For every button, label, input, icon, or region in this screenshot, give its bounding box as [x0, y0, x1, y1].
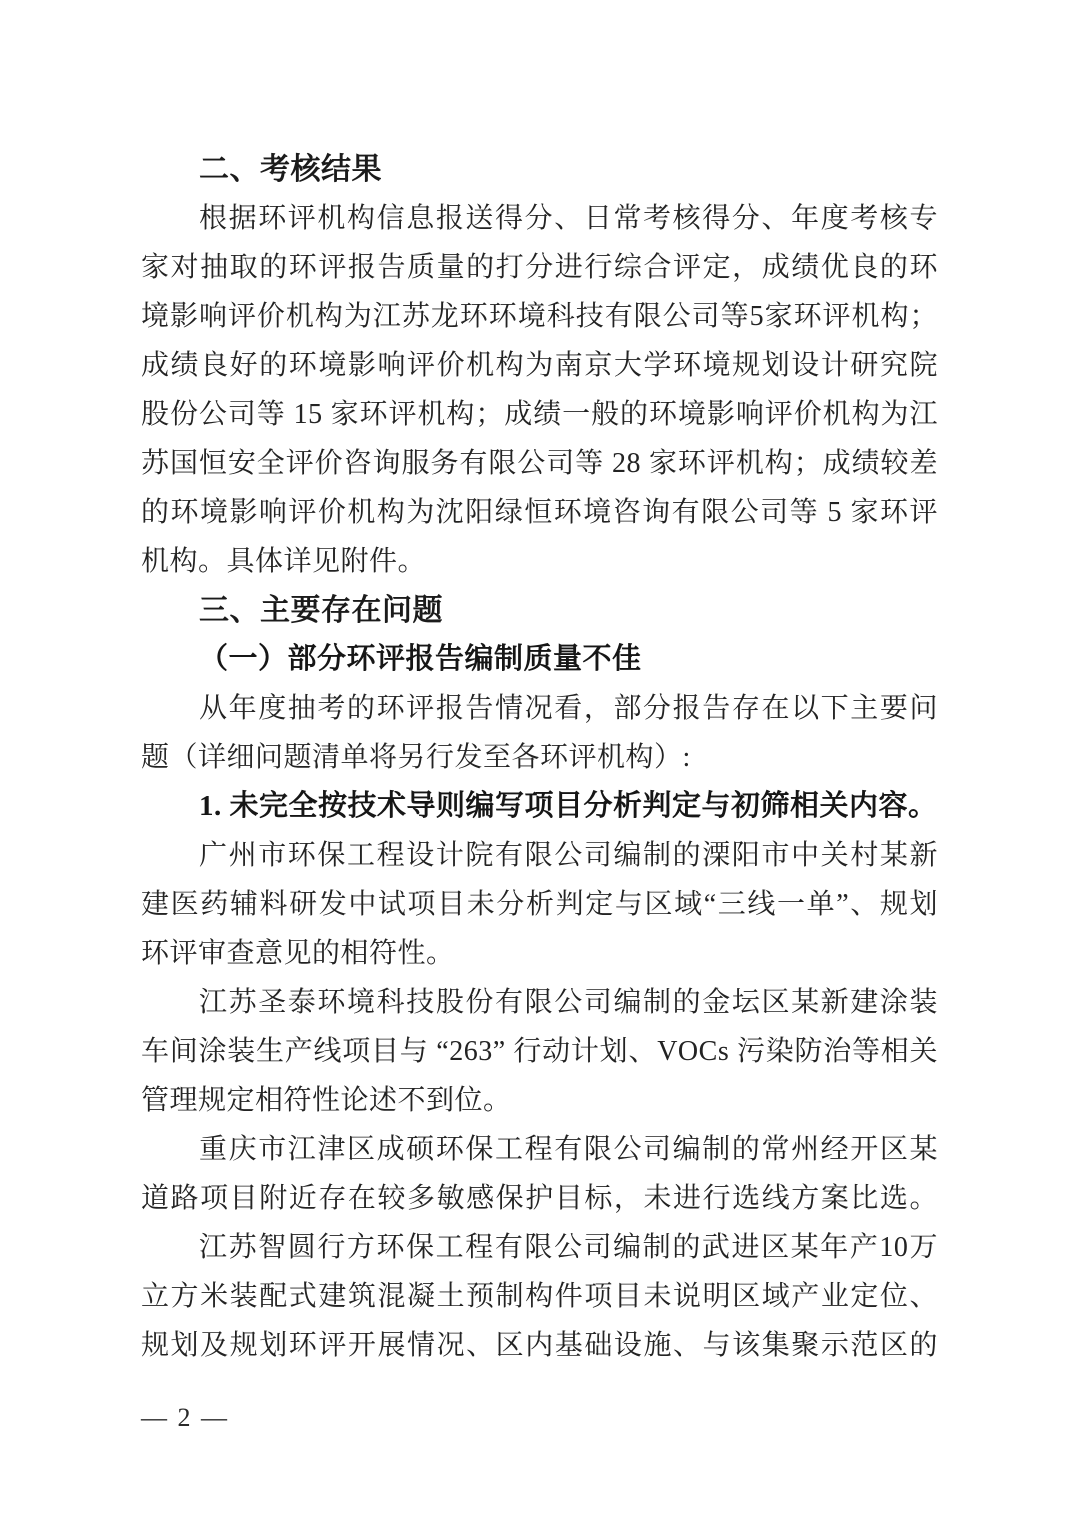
- paragraph-line: 从年度抽考的环评报告情况看，部分报告存在以下主要问: [199, 693, 938, 724]
- paragraph-line: 车间涂装生产线项目与 “263” 行动计划、VOCs 污染防治等相关: [141, 1036, 938, 1067]
- paragraph-line: 规划及规划环评开展情况、区内基础设施、与该集聚示范区的: [141, 1330, 938, 1361]
- paragraph-line: 的环境影响评价机构为沈阳绿恒环境咨询有限公司等 5 家环评: [141, 497, 938, 528]
- paragraph-line: 江苏圣泰环境科技股份有限公司编制的金坛区某新建涂装: [199, 987, 938, 1018]
- paragraph-line: 境影响评价机构为江苏龙环环境科技有限公司等5家环评机构；: [141, 301, 938, 332]
- paragraph-line: 重庆市江津区成硕环保工程有限公司编制的常州经开区某: [199, 1134, 938, 1165]
- document-text-block: [141, 145, 938, 1370]
- section-heading-3: 三、主要存在问题: [199, 594, 443, 627]
- paragraph-line: 题（详细问题清单将另行发至各环评机构）:: [141, 742, 691, 773]
- item-heading-1: 1. 未完全按技术导则编写项目分析判定与初筛相关内容。: [199, 790, 938, 822]
- paragraph-line: 成绩良好的环境影响评价机构为南京大学环境规划设计研究院: [141, 350, 938, 381]
- paragraph-line: 苏国恒安全评价咨询服务有限公司等 28 家环评机构；成绩较差: [141, 448, 938, 479]
- page-number: — 2 —: [141, 1403, 229, 1432]
- paragraph-line: 机构。具体详见附件。: [141, 546, 427, 577]
- paragraph-line: 环评审查意见的相符性。: [141, 938, 455, 969]
- paragraph-line: 根据环评机构信息报送得分、日常考核得分、年度考核专: [199, 203, 938, 234]
- paragraph-line: 广州市环保工程设计院有限公司编制的溧阳市中关村某新: [199, 840, 938, 871]
- paragraph-line: 建医药辅料研发中试项目未分析判定与区域“三线一单”、规划: [141, 889, 938, 920]
- paragraph-line: 股份公司等 15 家环评机构；成绩一般的环境影响评价机构为江: [141, 399, 938, 430]
- paragraph-line: 立方米装配式建筑混凝土预制构件项目未说明区域产业定位、: [141, 1281, 938, 1312]
- paragraph-line: 管理规定相符性论述不到位。: [141, 1085, 512, 1116]
- paragraph-line: 江苏智圆行方环保工程有限公司编制的武进区某年产10万: [199, 1232, 938, 1263]
- subsection-heading-1: （一）部分环评报告编制质量不佳: [199, 643, 642, 675]
- paragraph-line: 道路项目附近存在较多敏感保护目标，未进行选线方案比选。: [141, 1183, 938, 1214]
- section-heading-2: 二、考核结果: [199, 153, 382, 186]
- paragraph-line: 家对抽取的环评报告质量的打分进行综合评定，成绩优良的环: [141, 252, 938, 283]
